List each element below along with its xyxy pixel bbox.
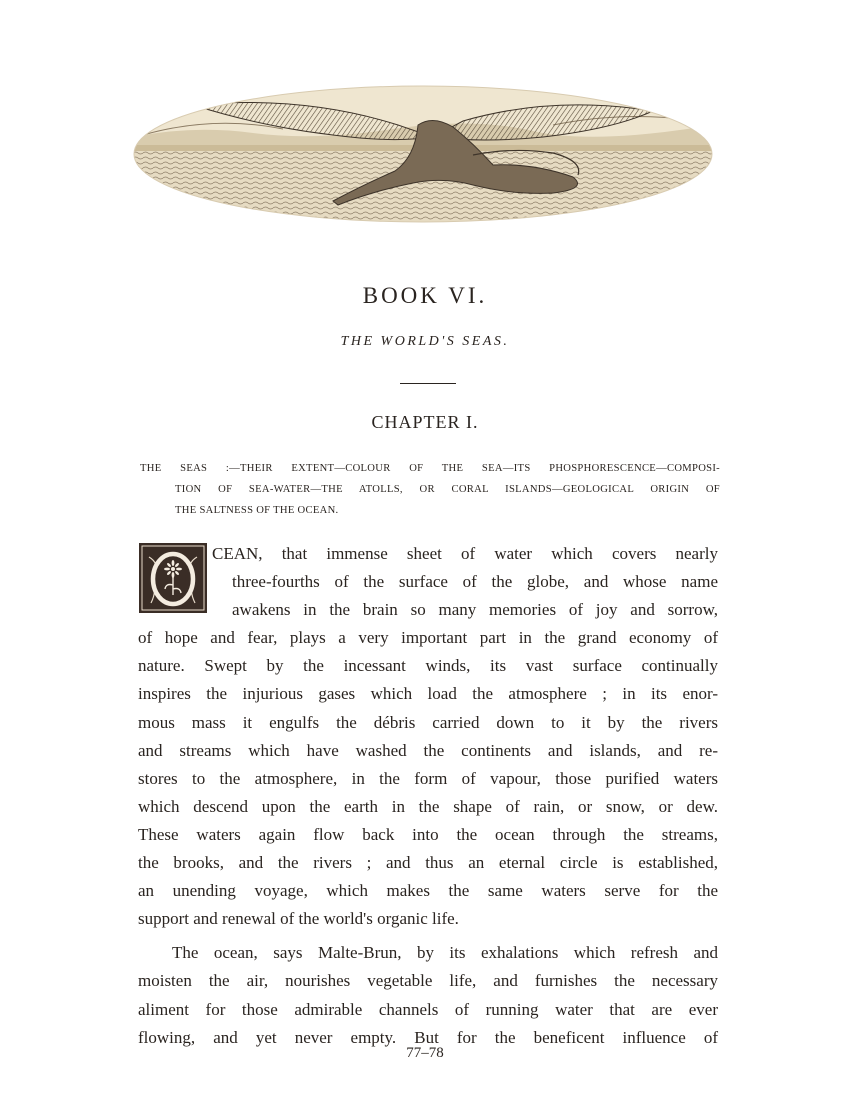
synopsis-line: THE SALTNESS OF THE OCEAN. xyxy=(175,505,339,516)
text-line: mous mass it engulfs the débris carried down to it by the rivers xyxy=(138,712,718,732)
text-line: nature. Swept by the incessant winds, its vast surface continually xyxy=(138,656,718,676)
text-line: CEAN, that immense sheet of water which covers nearly xyxy=(212,544,718,563)
text-line: inspires the injurious gases which load the atmosphere ; in its enor- xyxy=(138,684,718,704)
text-line: moisten the air, nourishes vegetable life, and furnishes the necessary xyxy=(138,971,718,991)
book-title: BOOK VI. xyxy=(362,283,488,308)
synopsis-line: THE SEAS :—THEIR EXTENT—COLOUR OF THE SEA—ITS PHOSPHORESCENCE—COMPOSI- xyxy=(140,463,720,474)
text-line: an unending voyage, which makes the same waters serve for the xyxy=(138,881,718,901)
chapter-synopsis xyxy=(140,458,720,521)
book-subtitle: THE WORLD'S SEAS. xyxy=(340,334,510,349)
text-line: The ocean, says Malte-Brun, by its exhalations which refresh and xyxy=(172,943,718,963)
page-number: 77–78 xyxy=(406,1045,444,1061)
text-line: and streams which have washed the continents and islands, and re- xyxy=(138,740,718,760)
text-line: support and renewal of the world's organic life. xyxy=(138,909,459,929)
chapter-title: CHAPTER I. xyxy=(371,412,479,432)
text-line: of hope and fear, plays a very important part in the grand economy of xyxy=(138,628,718,648)
text-line: awakens in the brain so many memories of joy and sorrow, xyxy=(232,600,718,620)
winged-figure-vignette xyxy=(133,85,713,223)
text-line: flowing, and yet never empty. But for the beneficent influence of xyxy=(138,1027,718,1047)
text-line: stores to the atmosphere, in the form of vapour, those purified waters xyxy=(138,768,718,788)
title-rule xyxy=(400,383,456,384)
text-line: aliment for those admirable channels of running water that are ever xyxy=(138,999,718,1019)
text-line: These waters again flow back into the ocean through the streams, xyxy=(138,824,718,844)
text-line: which descend upon the earth in the shape of rain, or snow, or dew. xyxy=(138,796,718,816)
synopsis-line: TION OF SEA-WATER—THE ATOLLS, OR CORAL ISLANDS—GEOLOGICAL ORIGIN OF xyxy=(175,484,720,495)
text-line: three-fourths of the surface of the globe, and whose name xyxy=(232,572,718,592)
text-line: the brooks, and the rivers ; and thus an eternal circle is established, xyxy=(138,853,718,873)
body-text xyxy=(138,540,718,1052)
